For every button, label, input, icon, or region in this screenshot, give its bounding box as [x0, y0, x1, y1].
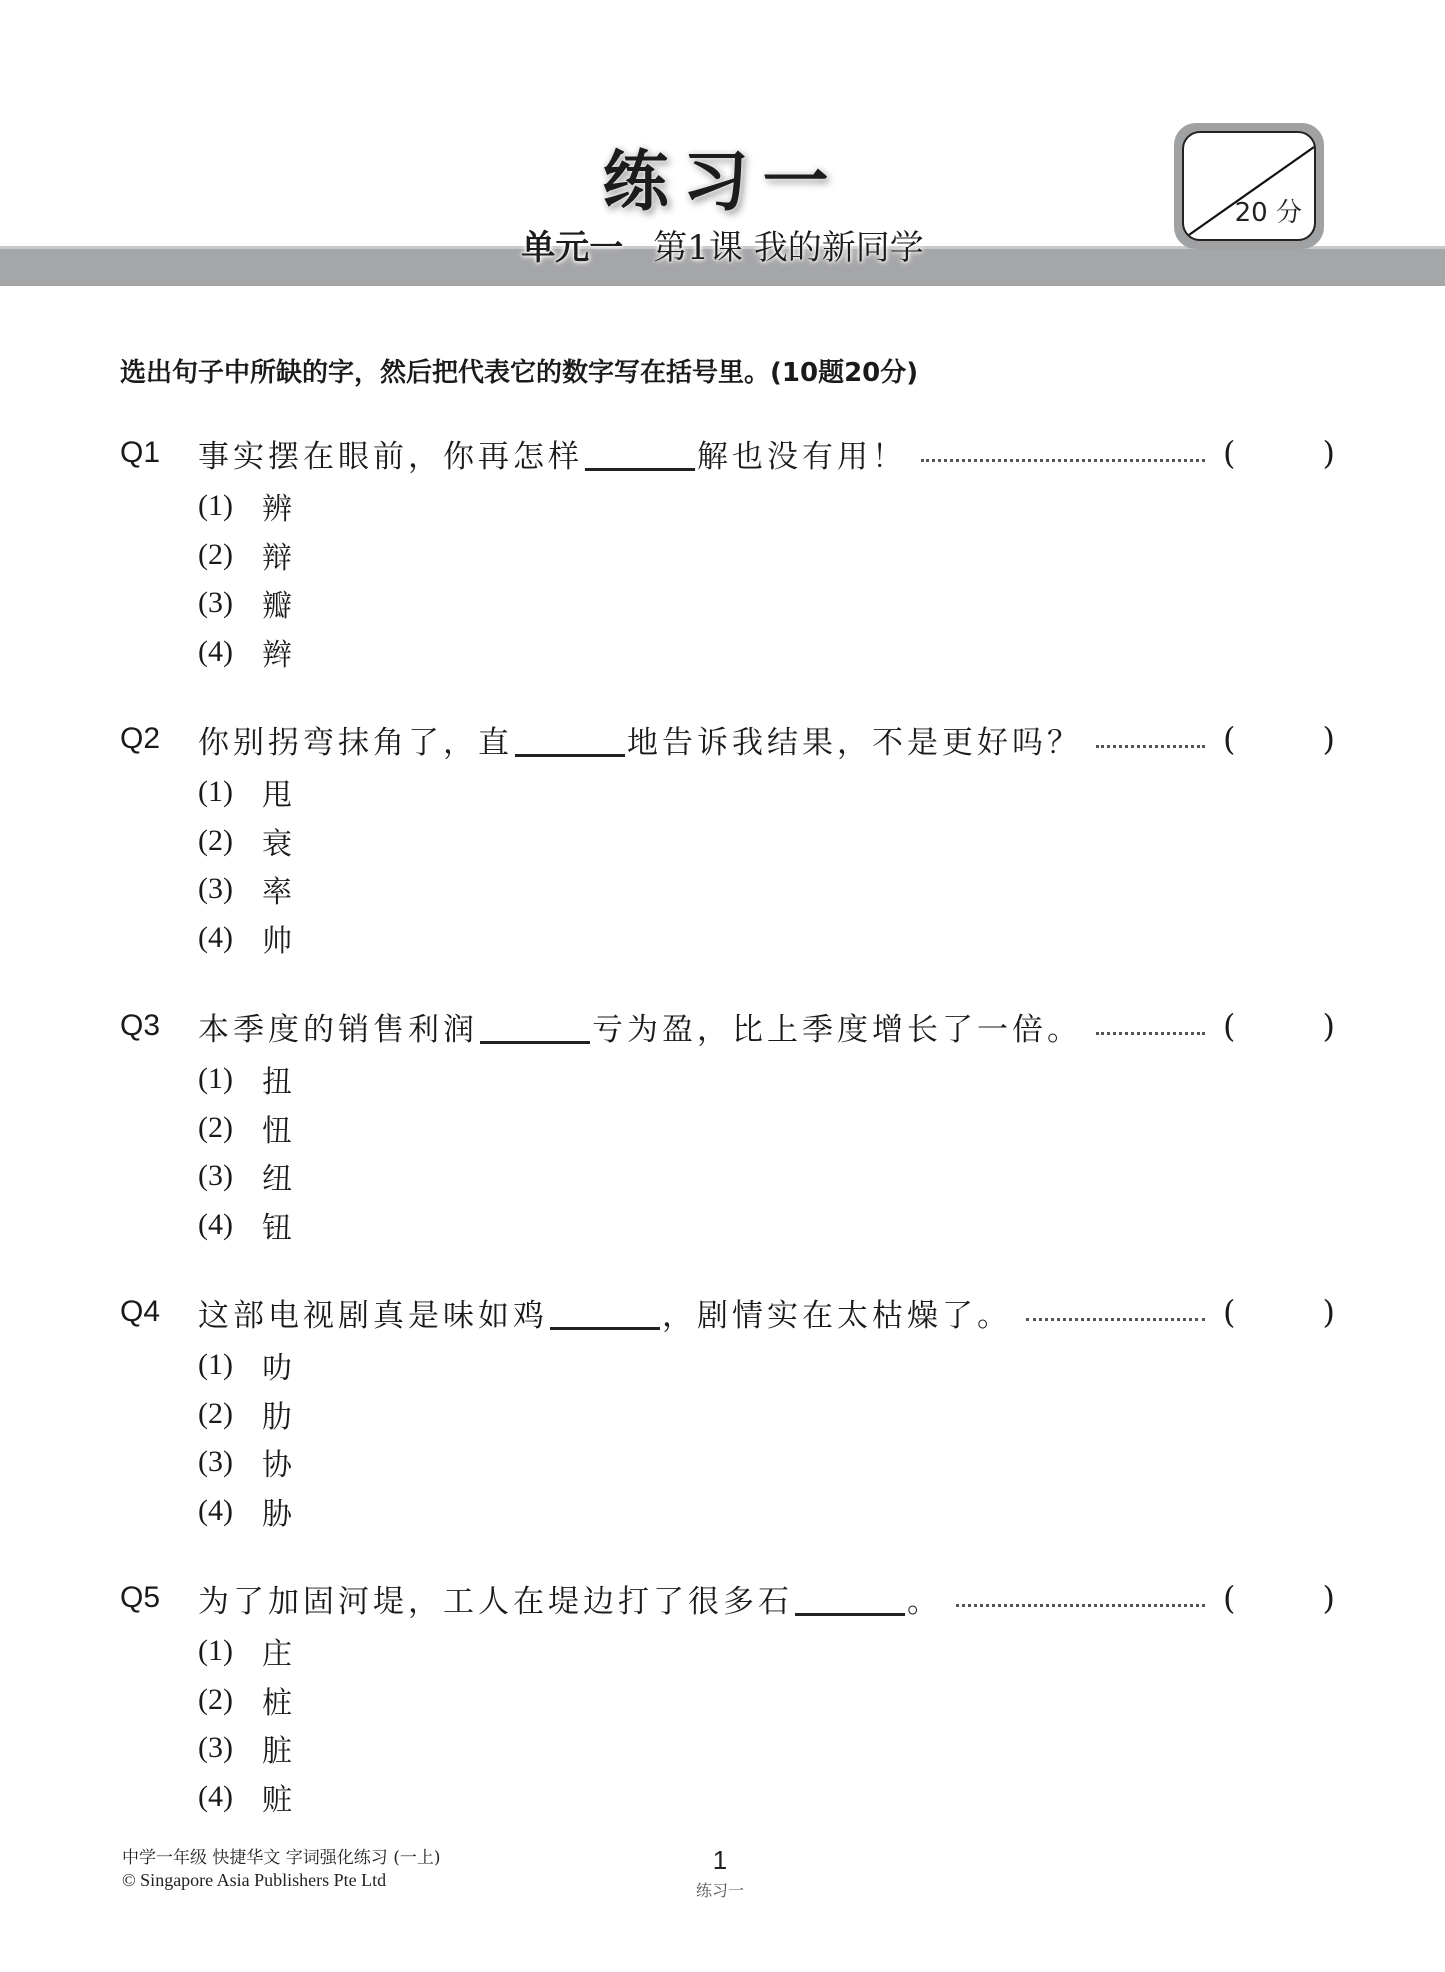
option-item: (3) 率 — [198, 872, 294, 911]
unit-label: 单元一 — [521, 228, 624, 268]
page-number: 1 — [712, 1845, 728, 1875]
question-number: Q2 — [120, 722, 161, 755]
answer-field[interactable]: ( ) — [1223, 1007, 1335, 1045]
option-list — [198, 1341, 1335, 1535]
question-4 — [120, 1287, 1335, 1535]
question-2 — [120, 714, 1335, 962]
question-text: 你别拐弯抹角了，直 地告诉我结果，不是更好吗？ — [198, 724, 1082, 761]
option-item: (4) 胁 — [198, 1493, 294, 1532]
option-item: (1) 叻 — [198, 1348, 294, 1387]
option-item: (2) 忸 — [198, 1110, 294, 1149]
option-item: (1) 庄 — [198, 1634, 294, 1673]
option-item: (2) 衰 — [198, 823, 294, 862]
question-number: Q1 — [120, 436, 161, 469]
question-text: 本季度的销售利润 亏为盈，比上季度增长了一倍。 — [198, 1011, 1082, 1048]
dot-leader — [956, 1589, 1205, 1607]
option-item: (3) 纽 — [198, 1159, 294, 1198]
option-item: (4) 帅 — [198, 920, 294, 959]
option-list — [198, 482, 1335, 676]
score-total: 20 分 — [1234, 198, 1302, 228]
question-3 — [120, 1001, 1335, 1249]
option-item: (1) 扭 — [198, 1062, 294, 1101]
answer-blank — [585, 441, 695, 471]
lesson-label: 第1课 我的新同学 — [653, 228, 924, 268]
answer-blank — [480, 1014, 590, 1044]
answer-field[interactable]: ( ) — [1223, 720, 1335, 758]
question-number: Q4 — [120, 1295, 161, 1328]
footer-info — [122, 1847, 440, 1891]
answer-blank — [550, 1300, 660, 1330]
answer-blank — [515, 727, 625, 757]
option-list — [198, 1055, 1335, 1249]
question-text: 事实摆在眼前，你再怎样 解也没有用！ — [198, 438, 907, 475]
option-item: (2) 桩 — [198, 1682, 294, 1721]
page-title: 练习一 — [602, 143, 843, 220]
option-list — [198, 1627, 1335, 1821]
question-text: 为了加固河堤，工人在堤边打了很多石 。 — [198, 1583, 942, 1620]
copyright: © Singapore Asia Publishers Pte Ltd — [122, 1870, 387, 1890]
option-list — [198, 768, 1335, 962]
book-title: 中学一年级 快捷华文 字词强化练习 (一上) — [122, 1848, 441, 1868]
page-label: 练习一 — [695, 1881, 744, 1900]
instruction-text: 选出句子中所缺的字，然后把代表它的数字写在括号里。(10题20分) — [120, 358, 919, 388]
question-5 — [120, 1573, 1335, 1821]
question-1 — [120, 428, 1335, 676]
dot-leader — [1026, 1303, 1205, 1321]
option-item: (1) 辨 — [198, 489, 294, 528]
question-text: 这部电视剧真是味如鸡 ，剧情实在太枯燥了。 — [198, 1297, 1012, 1334]
question-number: Q3 — [120, 1009, 161, 1042]
option-item: (4) 辫 — [198, 634, 294, 673]
answer-blank — [795, 1586, 905, 1616]
page-footer — [680, 1846, 760, 1901]
answer-field[interactable]: ( ) — [1223, 1579, 1335, 1617]
dot-leader — [1096, 1017, 1205, 1035]
option-item: (2) 肋 — [198, 1396, 294, 1435]
dot-leader — [1096, 730, 1205, 748]
answer-field[interactable]: ( ) — [1223, 434, 1335, 472]
option-item: (3) 瓣 — [198, 586, 294, 625]
dot-leader — [921, 444, 1205, 462]
option-item: (3) 脏 — [198, 1731, 294, 1770]
score-box — [1174, 123, 1324, 249]
option-item: (4) 赃 — [198, 1779, 294, 1818]
option-item: (4) 钮 — [198, 1207, 294, 1246]
option-item: (2) 辩 — [198, 537, 294, 576]
answer-field[interactable]: ( ) — [1223, 1293, 1335, 1331]
question-number: Q5 — [120, 1581, 161, 1614]
option-item: (3) 协 — [198, 1445, 294, 1484]
score-field[interactable] — [1182, 131, 1316, 241]
option-item: (1) 甩 — [198, 775, 294, 814]
